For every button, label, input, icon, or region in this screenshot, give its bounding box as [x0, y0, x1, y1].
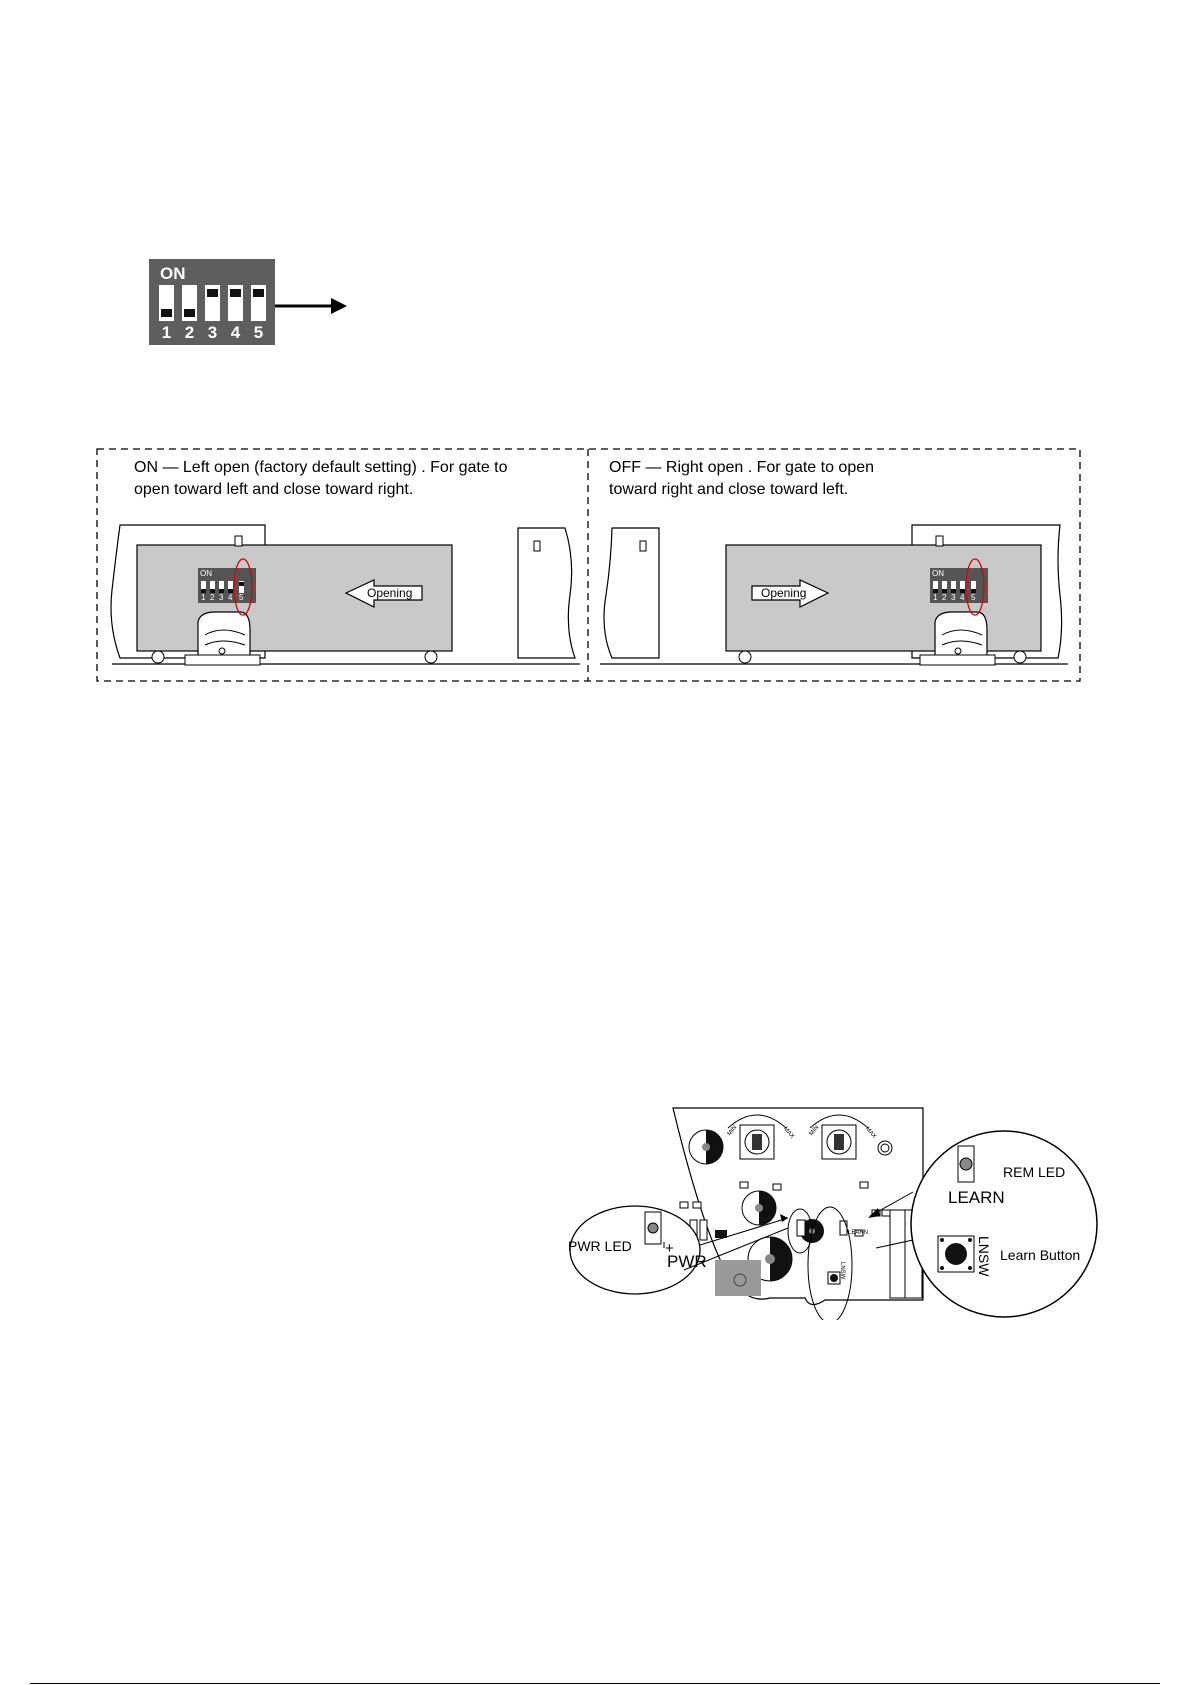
dip-number-1: 1	[161, 323, 172, 342]
footer-rule	[30, 1683, 1160, 1684]
lnsw-small-label: LNSW	[839, 1262, 845, 1280]
min1-label: MIN	[726, 1124, 739, 1138]
max1-label: MAX	[782, 1126, 795, 1140]
right-opening-label: Opening	[761, 586, 807, 600]
dip-number-3: 3	[207, 323, 218, 342]
dip-number-4: 4	[230, 323, 241, 342]
pwr-led-label: PWR LED	[568, 1238, 632, 1254]
right-mini-dip-num-5: 5	[971, 593, 976, 602]
left-mini-dip-num-1: 1	[201, 593, 206, 602]
min2-label: MIN	[808, 1124, 821, 1138]
left-mini-dip-num-2: 2	[210, 593, 215, 602]
left-opening-label: Opening	[367, 586, 413, 600]
left-caption	[134, 457, 508, 501]
left-caption-line2: open toward left and close toward right.	[134, 481, 414, 498]
pcb-illustration	[560, 1100, 1100, 1320]
left-caption-line1: ON — Left open (factory default setting) . For gate to	[134, 459, 508, 476]
right-caption	[609, 457, 874, 501]
dip-number-2: 2	[184, 323, 195, 342]
left-mini-dip-num-4: 4	[228, 593, 233, 602]
left-gate-illustration	[111, 525, 580, 665]
max2-label: MAX	[864, 1126, 877, 1140]
pwr-plus-label: +	[665, 1240, 674, 1257]
lnsw-label: LNSW	[976, 1236, 992, 1277]
learn-label: LEARN	[948, 1188, 1005, 1207]
direction-figure	[0, 0, 1192, 700]
learn-button-label: Learn Button	[1000, 1247, 1081, 1263]
dip-on-label: ON	[160, 264, 186, 283]
rem-led-label: REM LED	[1003, 1164, 1066, 1180]
right-mini-dip-num-2: 2	[942, 593, 947, 602]
right-mini-dip-num-3: 3	[951, 593, 956, 602]
right-mini-dip-num-4: 4	[960, 593, 965, 602]
left-mini-dip-num-5: 5	[239, 593, 244, 602]
left-mini-dip-on-label: ON	[200, 569, 212, 578]
left-mini-dip-num-3: 3	[219, 593, 224, 602]
learn-small-label: LEARN	[848, 1230, 869, 1236]
right-mini-dip-num-1: 1	[933, 593, 938, 602]
right-gate-illustration	[600, 525, 1068, 665]
right-mini-dip-on-label: ON	[932, 569, 944, 578]
right-caption-line2: toward right and close toward left.	[609, 481, 849, 498]
right-caption-line1: OFF — Right open . For gate to open	[609, 459, 875, 476]
pwr-label: PWR	[667, 1252, 707, 1271]
dip-number-5: 5	[253, 323, 264, 342]
